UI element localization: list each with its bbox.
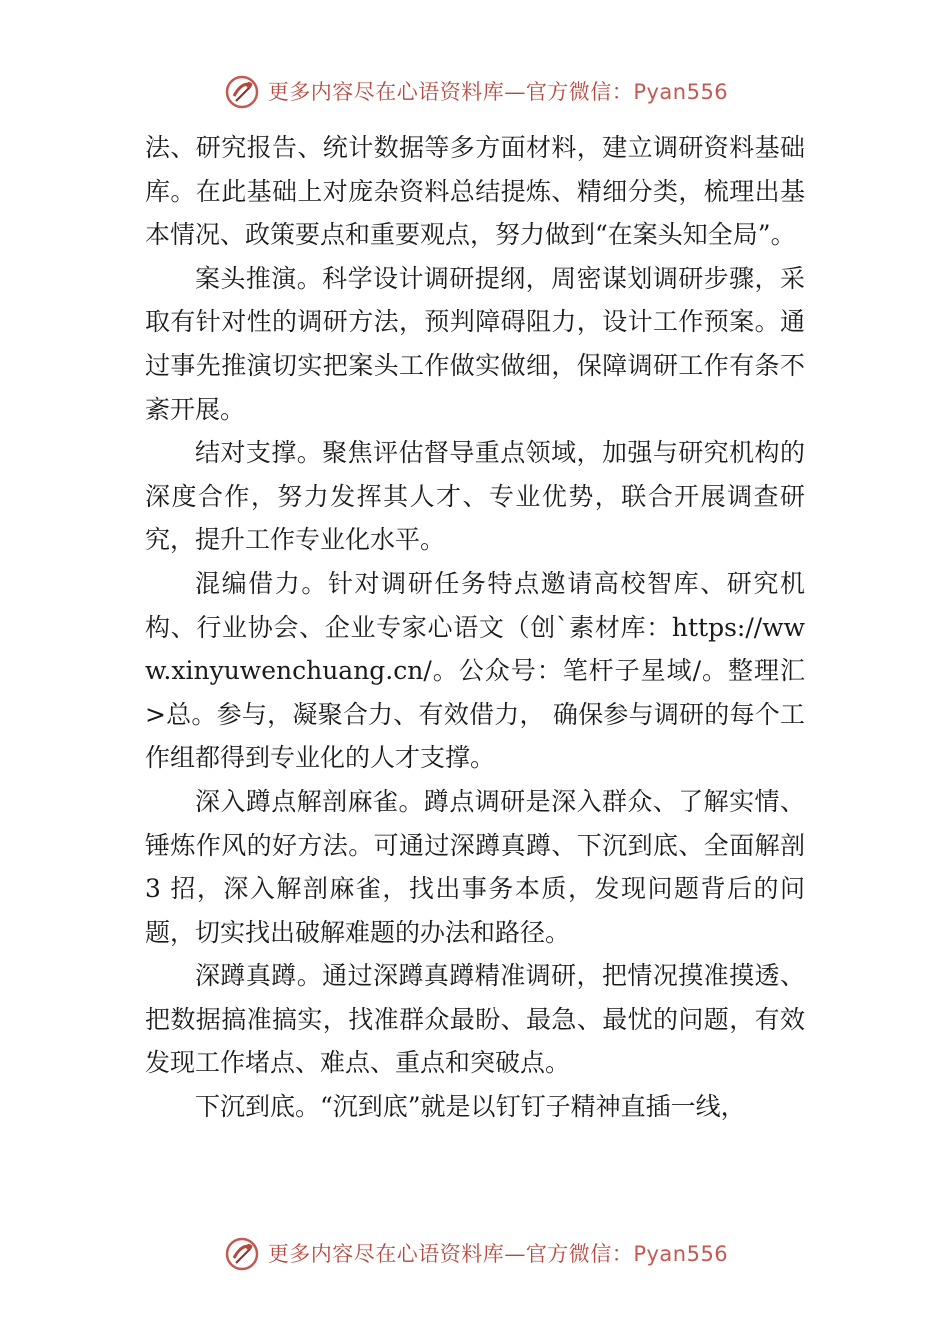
paragraph-3: 结对支撑。聚焦评估督导重点领域，加强与研究机构的深度合作，努力发挥其人才、专业优势，联合开展调查研究，提升工作专业化水平。: [145, 438, 805, 555]
footer-site-text: 更多内容尽在心语资料库: [267, 1242, 505, 1266]
brand-logo-icon: [222, 1233, 262, 1273]
paragraph-5: 深入蹲点解剖麻雀。蹲点调研是深入群众、了解实情、锤炼作风的好方法。可通过深蹲真蹲、下沉到底、全面解剖 3 招，深入解剖麻雀，找出事务本质，发现问题背后的问题，切实找出破解难题的办法和路径。: [145, 786, 805, 947]
header-text: [268, 76, 728, 106]
paragraph-7: 下沉到底。“沉到底”就是以钉钉子精神直插一线，: [195, 1092, 746, 1122]
document-body: [145, 126, 805, 1129]
paragraph-4: 混编借力。针对调研任务特点邀请高校智库、研究机构、行业协会、企业专家心语文（创`素材库：https://www.xinyuwenchuang.cn/。公众号：笔杆子星域/。整理汇>总。参与，凝聚合力、有效借力， 确保参与调研的每个工作组都得到专业化的人才支撑。: [145, 568, 805, 773]
footer-watermark: [0, 1228, 950, 1278]
header-site-text: 更多内容尽在心语资料库: [267, 80, 505, 104]
footer-text: [268, 1238, 728, 1268]
paragraph-2: 案头推演。科学设计调研提纲，周密谋划调研步骤，采取有针对性的调研方法，预判障碍阻力，设计工作预案。通过事先推演切实把案头工作做实做细，保障调研工作有条不紊开展。: [145, 263, 805, 424]
footer-separator: —: [504, 1242, 526, 1266]
header-separator: —: [504, 80, 526, 104]
paragraph-1: 法、研究报告、统计数据等多方面材料，建立调研资料基础库。在此基础上对庞杂资料总结提炼、精细分类，梳理出基本情况、政策要点和重要观点，努力做到“在案头知全局”。: [145, 133, 805, 250]
header-watermark: [0, 66, 950, 116]
footer-wechat-id: Pyan556: [633, 1242, 729, 1266]
paragraph-6: 深蹲真蹲。通过深蹲真蹲精准调研，把情况摸准摸透、把数据搞准搞实，找准群众最盼、最急、最忧的问题，有效发现工作堵点、难点、重点和突破点。: [145, 961, 805, 1078]
footer-wechat-label: 官方微信：: [525, 1242, 634, 1266]
header-wechat-id: Pyan556: [633, 80, 729, 104]
brand-logo-icon: [222, 71, 262, 111]
header-wechat-label: 官方微信：: [525, 80, 634, 104]
